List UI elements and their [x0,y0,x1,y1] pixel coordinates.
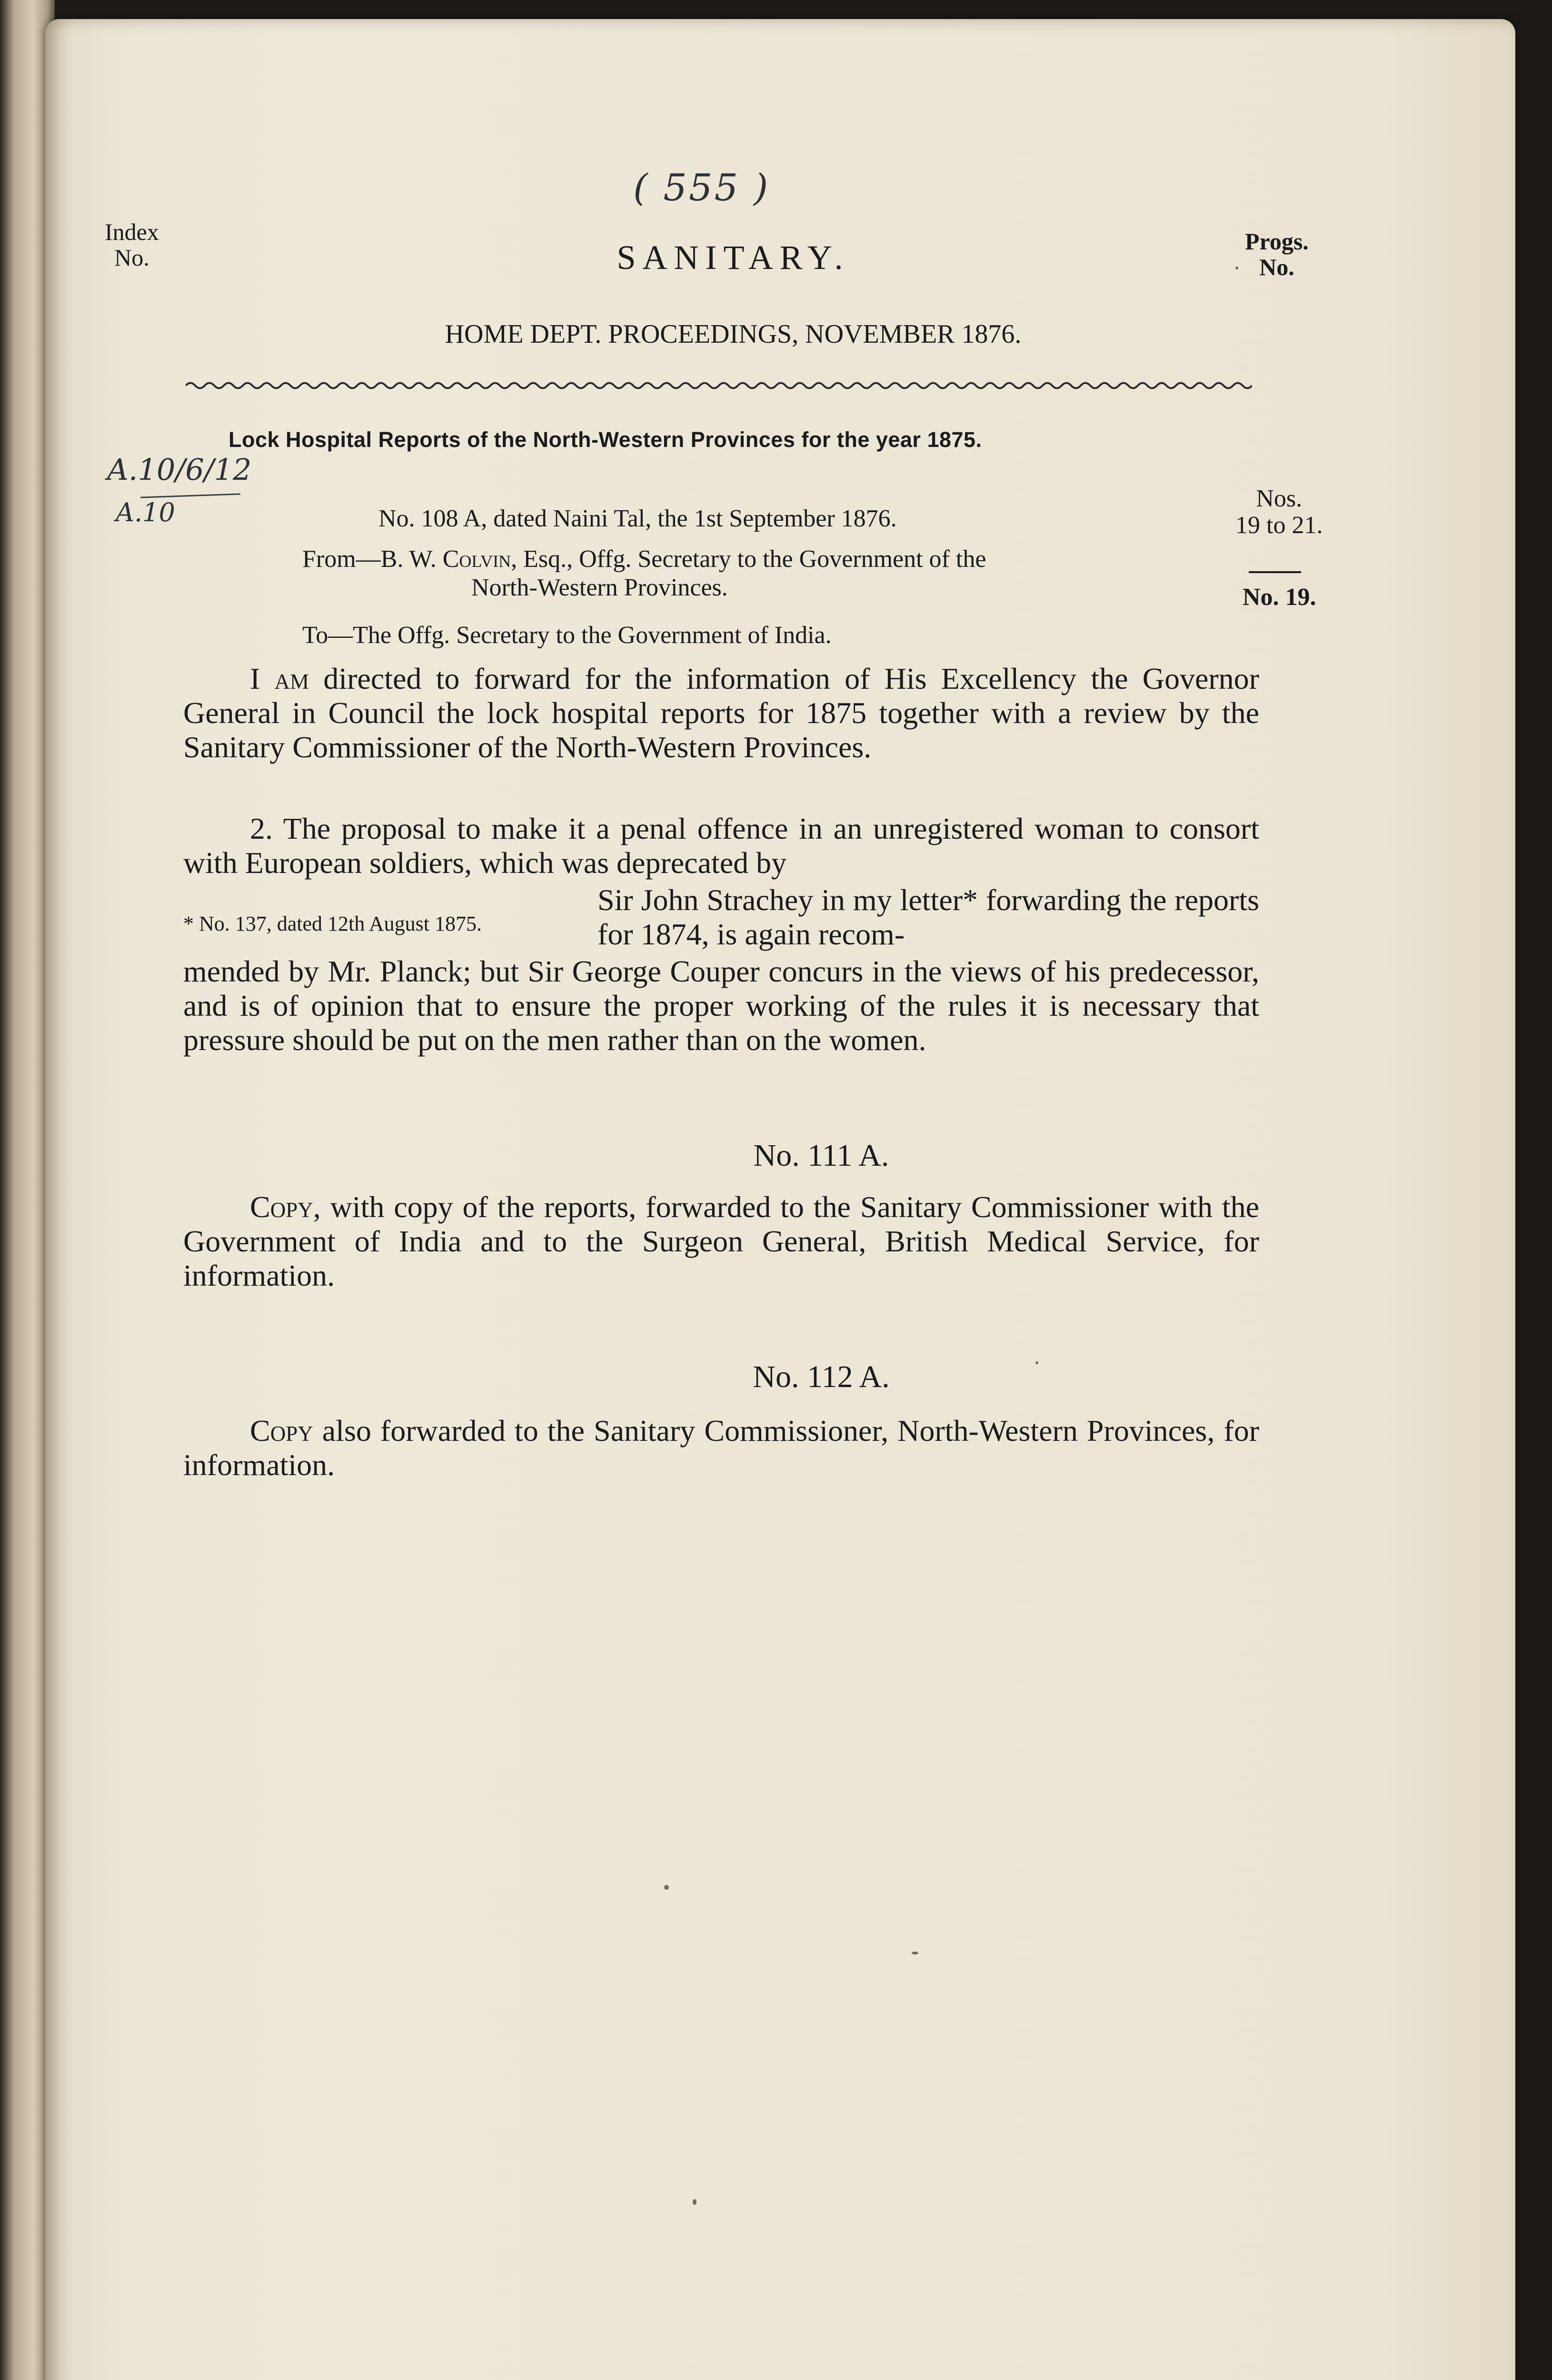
to-line: To—The Offg. Secretary to the Government of India. [302,622,832,649]
proceedings-heading [45,319,1345,349]
paper-speck [693,2199,696,2205]
endorsement-heading-text: No. 111 A. [753,1138,889,1173]
letter-number-line: No. 108 A, dated Naini Tal, the 1st September 1876. [378,505,897,532]
wavy-rule [186,378,1252,393]
document-page [45,19,1515,2380]
progs-nos-line: Nos. [1256,485,1303,512]
para-1-lead: I am [250,662,309,695]
index-label-line: Index [105,218,159,245]
endorsement-lead: Copy [250,1414,313,1448]
from-prefix: From—B. W. [302,545,443,573]
endorsement-heading-text: No. 112 A. [753,1359,890,1394]
progs-nos [1235,486,1323,539]
para-1-text: directed to forward for the information of His Excellency the Governor General in Council the lock hospital reports for 1875 together with a review by the Sanitary Commissioner of the North-Western Provinces. [183,662,1259,764]
handwritten-index-note: A.10/6/12 [107,452,252,487]
endorsement-text: also forwarded to the Sanitary Commissioner, North-Western Provinces, for information. [183,1414,1259,1482]
body-paragraph-2-inset: Sir John Strachey in my letter* forwarding the reports for 1874, is again recom- [597,883,1259,951]
paper-speck [1235,267,1238,269]
body-paragraph-2-rest: mended by Mr. Planck; but Sir George Couper concurs in the views of his predecessor, and is of opinion that to ensure the proper working of the rules it is necessary that pressure should be put on the men rather than on the women. [183,954,1259,1057]
index-label-line: No. [114,244,149,271]
paper-speck [664,1885,669,1890]
margin-footnote: * No. 137, dated 12th August 1875. [183,912,482,935]
progs-no-label [1245,228,1309,280]
body-paragraph-2-start: 2. The proposal to make it a penal offence in an unregistered woman to consort with European soldiers, which was deprecated by [183,812,1259,880]
section-title [45,238,1345,278]
from-line-2: North-Western Provinces. [471,574,728,601]
subject-line: Lock Hospital Reports of the North-Western Provinces for the year 1875. [229,427,982,452]
endorsement-paragraph [183,1414,1259,1482]
handwritten-index-note: A.10 [116,497,175,527]
proceedings-heading-text: HOME DEPT. PROCEEDINGS, NOVEMBER 1876. [445,319,1022,349]
endorsement-heading [45,1138,1473,1174]
progs-nos-line: 19 to 21. [1235,512,1323,539]
endorsement-paragraph [183,1190,1259,1293]
endorsement-text: , with copy of the reports, forwarded to the Sanitary Commissioner with the Government of India and to the Surgeon General, British Medical Service, for information. [183,1190,1259,1292]
progs-number: No. 19. [1243,584,1316,611]
paper-speck [1035,1361,1038,1364]
progs-rule [1249,571,1301,573]
progs-label-line: No. [1259,254,1294,280]
page-number: ( 555 ) [633,167,770,209]
endorsement-heading [45,1359,1473,1395]
from-name: Colvin [442,545,511,573]
paper-speck [912,1952,918,1954]
section-title-text: SANITARY. [617,238,850,277]
body-paragraph-1 [183,662,1259,764]
progs-label-line: Progs. [1245,228,1309,255]
endorsement-lead: Copy [250,1190,313,1224]
from-line [302,545,1264,602]
from-rest: , Esq., Offg. Secretary to the Government of the [511,545,986,573]
